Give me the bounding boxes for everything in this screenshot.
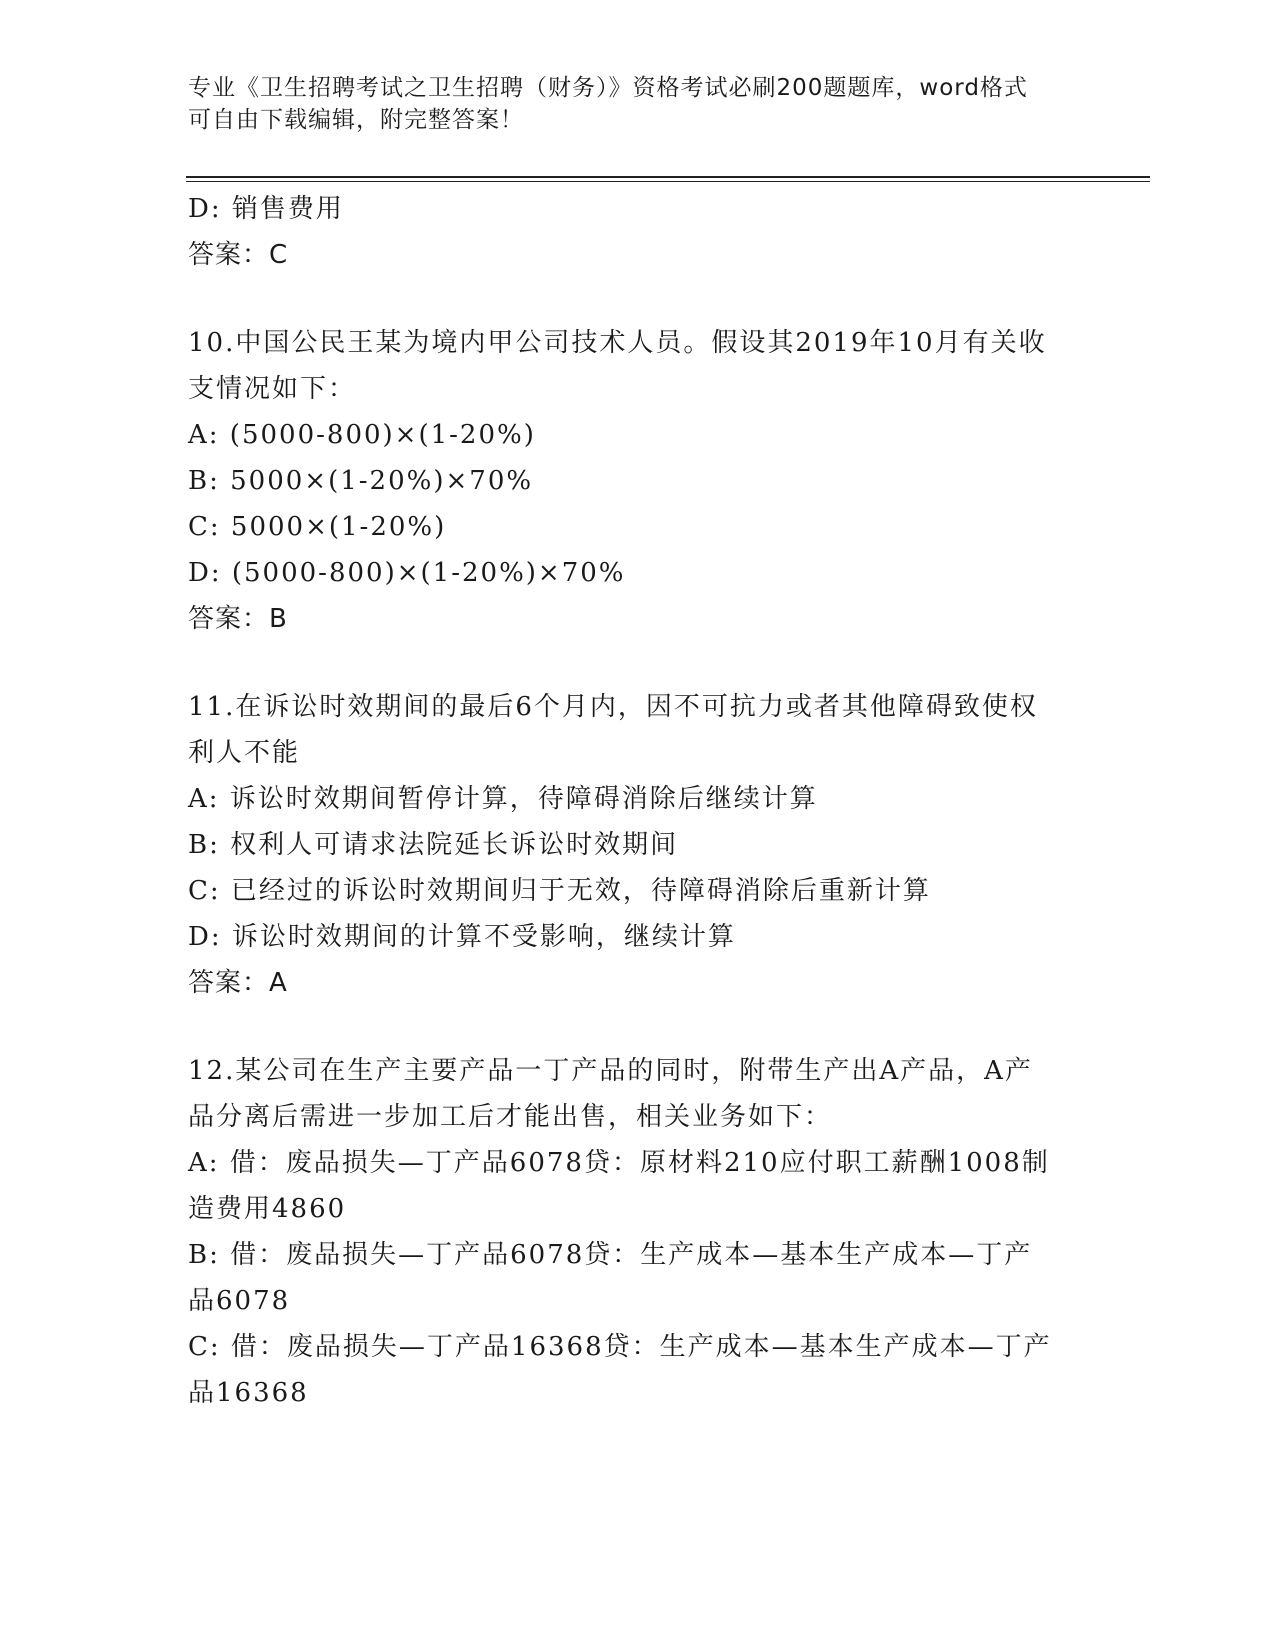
- q10-option-b: B: 5000×(1-20%)×70%: [188, 466, 534, 496]
- q12-option-c-line-2: 品16368: [188, 1378, 309, 1408]
- q12-stem-line-1: 12.某公司在生产主要产品一丁产品的同时，附带生产出A产品，A产: [188, 1056, 1033, 1086]
- q10-option-a: A: (5000-800)×(1-20%): [188, 420, 536, 450]
- prev-option-d: D: 销售费用: [188, 194, 344, 224]
- q10-stem-line-1: 10.中国公民王某为境内甲公司技术人员。假设其2019年10月有关收: [188, 328, 1047, 358]
- header-divider: [186, 176, 1150, 182]
- spacer: [188, 1006, 1068, 1048]
- q11-option-a: A: 诉讼时效期间暂停计算，待障碍消除后继续计算: [188, 784, 818, 814]
- q10-option-d: D: (5000-800)×(1-20%)×70%: [188, 558, 626, 588]
- q12-option-b-line-1: B: 借：废品损失—丁产品6078贷：生产成本—基本生产成本—丁产: [188, 1240, 1033, 1270]
- document-header: [188, 72, 1088, 136]
- q11-stem-line-1: 11.在诉讼时效期间的最后6个月内，因不可抗力或者其他障碍致使权: [188, 692, 1038, 722]
- q11-option-c: C: 已经过的诉讼时效期间归于无效，待障碍消除后重新计算: [188, 876, 931, 906]
- q12-option-a-line-1: A: 借：废品损失—丁产品6078贷：原材料210应付职工薪酬1008制: [188, 1148, 1050, 1178]
- prev-answer: 答案：C: [188, 240, 289, 270]
- q12-option-b-line-2: 品6078: [188, 1286, 291, 1316]
- q11-answer: 答案：A: [188, 968, 288, 998]
- q10-answer: 答案：B: [188, 604, 288, 634]
- header-title-line-2: 可自由下载编辑，附完整答案！: [188, 107, 524, 133]
- q10-stem-line-2: 支情况如下：: [188, 374, 357, 404]
- spacer: [188, 642, 1068, 684]
- q11-option-d: D: 诉讼时效期间的计算不受影响，继续计算: [188, 922, 736, 952]
- q11-option-b: B: 权利人可请求法院延长诉讼时效期间: [188, 830, 679, 860]
- spacer: [188, 278, 1068, 320]
- q12-stem-line-2: 品分离后需进一步加工后才能出售，相关业务如下：: [188, 1102, 833, 1132]
- q12-option-a-line-2: 造费用4860: [188, 1194, 347, 1224]
- q10-option-c: C: 5000×(1-20%): [188, 512, 447, 542]
- header-title-line-1: 专业《卫生招聘考试之卫生招聘（财务）》资格考试必刷200题题库，word格式: [188, 75, 1028, 101]
- question-content: [188, 186, 1068, 1416]
- q11-stem-line-2: 利人不能: [188, 738, 301, 768]
- q12-option-c-line-1: C: 借：废品损失—丁产品16368贷：生产成本—基本生产成本—丁产: [188, 1332, 1052, 1362]
